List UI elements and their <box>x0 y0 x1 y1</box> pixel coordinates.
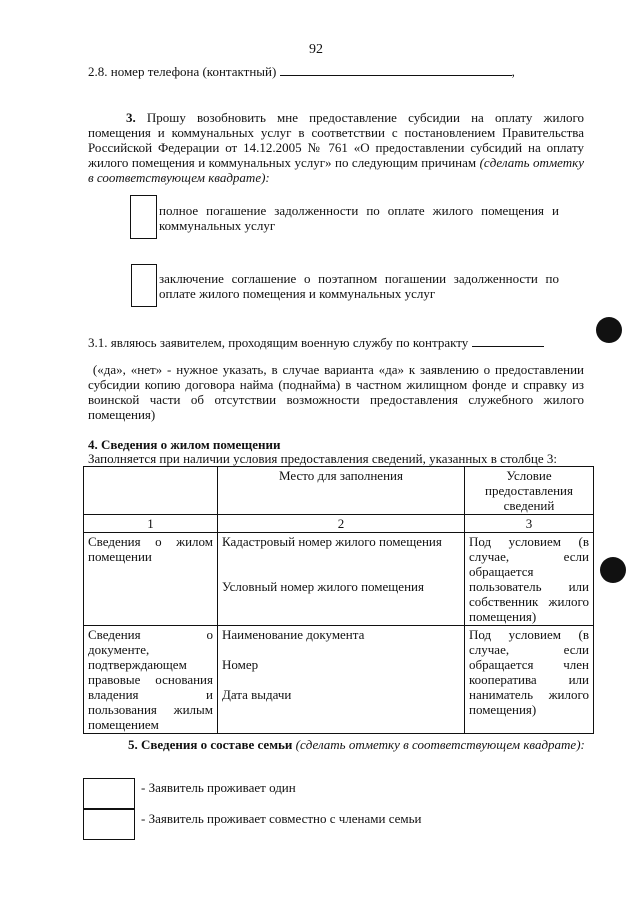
col-number-3: 3 <box>465 515 594 533</box>
family-alone-label: - Заявитель проживает один <box>141 780 296 795</box>
phone-input-line[interactable] <box>280 63 512 76</box>
cadastral-number-field: Кадастровый номер жилого помещения <box>222 534 442 549</box>
issue-date-field: Дата выдачи <box>222 687 292 702</box>
phone-suffix: , <box>511 64 515 79</box>
section3-hint: (сделать отметку в соответствующем квадрате): <box>88 155 584 185</box>
option1-checkbox[interactable] <box>130 195 157 239</box>
section31-text: 3.1. являюсь заявителем, проходящим военную службу по контракту <box>88 335 469 350</box>
row2-fields[interactable] <box>218 626 465 734</box>
section3-text: Прошу возобновить мне предоставление субсидии на оплату жилого помещения и коммунальных услуг в соответствии с постановлением Правительства Российской Федерации от 14.12.2005 № 761 «О предоставлении субсидий на оплату жилого помещения и коммунальных услуг» по следующим причинам <box>88 110 584 170</box>
table-row <box>84 533 594 626</box>
section4-subtitle: Заполняется при наличии условия предоставления сведений, указанных в столбце 3: <box>88 451 557 466</box>
document-number-field: Номер <box>222 657 259 672</box>
option2-label: заключение соглашение о поэтапном погашении задолженности по оплате жилого помещения и коммунальных услуг <box>159 271 559 301</box>
phone-line <box>88 63 548 79</box>
table-number-row <box>84 515 594 533</box>
section5-title: 5. Сведения о составе семьи <box>128 737 293 752</box>
binder-hole-mark <box>600 557 626 583</box>
section5-hint: (сделать отметку в соответствующем квадрате): <box>295 737 585 752</box>
header-cell-place: Место для заполнения <box>218 467 465 515</box>
conditional-number-field: Условный номер жилого помещения <box>222 579 424 594</box>
family-with-members-checkbox[interactable] <box>83 808 135 840</box>
table-header-row <box>84 467 594 515</box>
row2-label: Сведения о документе, подтверждающем правовые основания владения и пользования жилым помещением <box>84 626 218 734</box>
col-number-1: 1 <box>84 515 218 533</box>
military-answer-line[interactable] <box>472 334 544 347</box>
section31-note <box>88 362 584 422</box>
row2-condition: Под условием (в случае, если обращается член кооператива или наниматель жилого помещения) <box>465 626 594 734</box>
phone-label: 2.8. номер телефона (контактный) <box>88 64 277 79</box>
family-alone-checkbox[interactable] <box>83 778 135 810</box>
row1-fields[interactable] <box>218 533 465 626</box>
section4-title: 4. Сведения о жилом помещении <box>88 437 281 452</box>
option2-checkbox[interactable] <box>131 264 157 307</box>
section31-line <box>88 334 558 350</box>
family-with-members-label: - Заявитель проживает совместно с членами семьи <box>141 811 422 826</box>
housing-info-table <box>83 466 594 734</box>
table-row <box>84 626 594 734</box>
section3-paragraph <box>88 110 584 185</box>
document-name-field: Наименование документа <box>222 627 365 642</box>
section3-number: 3. <box>126 110 136 125</box>
col-number-2: 2 <box>218 515 465 533</box>
page-number: 92 <box>309 42 323 57</box>
option1-label: полное погашение задолженности по оплате жилого помещения и коммунальных услуг <box>159 203 559 233</box>
row1-condition: Под условием (в случае, если обращается пользователь или собственник жилого помещения) <box>465 533 594 626</box>
header-cell-empty <box>84 467 218 515</box>
binder-hole-mark <box>596 317 622 343</box>
section31-note-text: («да», «нет» - нужное указать, в случае варианта «да» к заявлению о предоставлении субсидии копию договора найма (поднайма) в частном жилищном фонде и справку из воинской части об отсутствии возможности предоставления служебного жилого помещения) <box>88 362 584 422</box>
section5-heading <box>128 737 588 752</box>
row1-label: Сведения о жилом помещении <box>84 533 218 626</box>
header-cell-condition: Условие предоставления сведений <box>465 467 594 515</box>
